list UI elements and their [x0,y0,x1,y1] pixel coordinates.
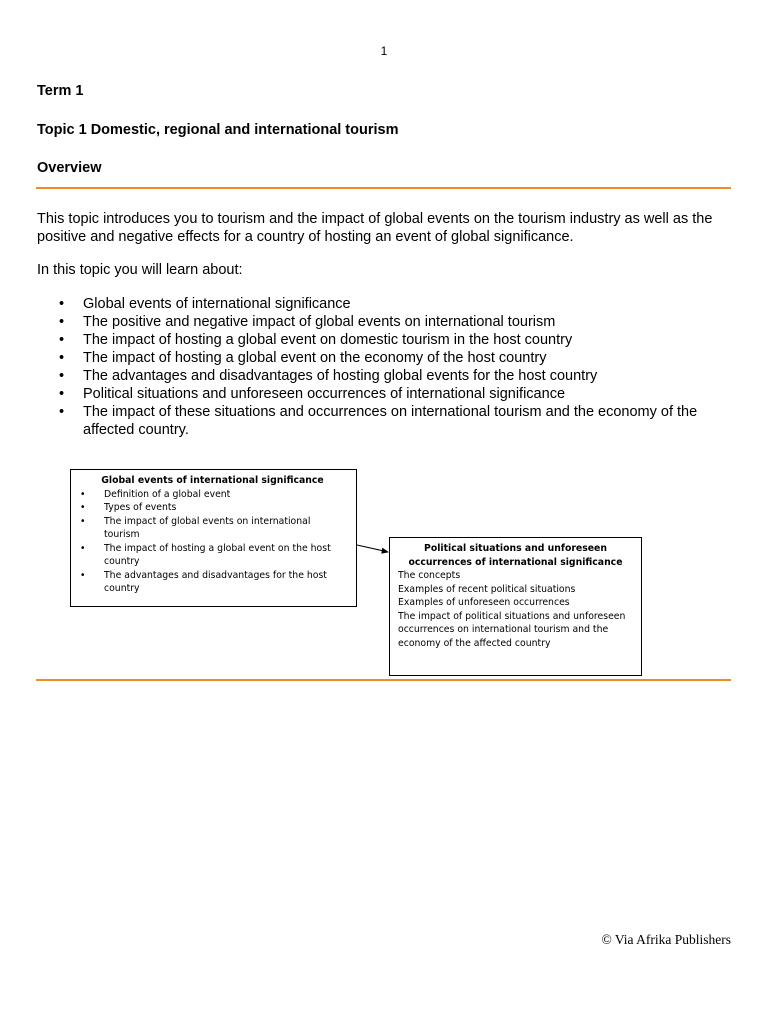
list-item-text: Definition of a global event [104,488,231,500]
bullet-icon: • [59,296,65,312]
bullet-icon: • [59,350,65,366]
list-item [77,569,348,596]
term-heading: Term 1 [37,83,84,99]
overview-heading: Overview [37,160,102,176]
list-item-text: The impact of hosting a global event on the economy of the host country [83,350,547,366]
list-item: Examples of unforeseen occurrences [398,597,570,608]
global-events-box-list [77,488,348,596]
political-situations-box-title: Political situations and unforeseen occurrences of international significance [408,543,623,568]
list-item-text: The impact of hosting a global event on the host country [104,542,331,567]
list-item [37,385,727,403]
list-item [37,313,727,331]
list-item [37,295,727,313]
list-item-text: The advantages and disadvantages for the host country [104,569,327,594]
political-situations-box-list [398,569,633,650]
list-item [77,501,348,515]
bullet-icon: • [80,502,86,513]
orange-divider-bottom [36,679,731,681]
bullet-icon: • [59,332,65,348]
list-item-text: Types of events [104,502,177,513]
global-events-box-title: Global events of international significance [101,475,324,486]
orange-divider-top [36,187,731,189]
bullet-icon: • [59,404,65,420]
list-item [37,367,727,385]
bullet-icon: • [80,515,86,527]
bullet-icon: • [80,569,86,581]
list-item-text: The impact of global events on international tourism [104,515,311,540]
list-item [77,542,348,569]
list-item-text: Global events of international significance [83,296,351,312]
bullet-icon: • [80,488,86,500]
list-item [37,331,727,349]
list-item [77,488,348,502]
list-item: Examples of recent political situations [398,583,576,595]
intro-paragraph: This topic introduces you to tourism and the impact of global events on the tourism industry as well as the positive and negative effects for a country of hosting an event of global significance. [37,211,713,245]
copyright-notice: © Via Afrika Publishers [601,932,731,947]
political-situations-box [389,537,642,676]
list-item: The concepts [398,570,461,581]
list-item [37,403,727,439]
bullet-icon: • [59,368,65,384]
bullet-icon: • [59,386,65,402]
topic-heading: Topic 1 Domestic, regional and international tourism [37,122,399,138]
global-events-box [70,469,357,607]
list-item-text: Political situations and unforeseen occurrences of international significance [83,386,566,402]
list-item-text: The impact of hosting a global event on domestic tourism in the host country [83,332,573,348]
list-item [77,515,348,542]
bullet-icon: • [80,542,86,554]
list-item: The impact of political situations and unforeseen occurrences on international tourism and the economy of the affected country [398,610,626,649]
learn-list [37,295,727,439]
list-item-text: The advantages and disadvantages of hosting global events for the host country [83,368,598,384]
arrow-icon [356,542,390,556]
list-item-text: The impact of these situations and occurrences on international tourism and the economy of the affected country. [83,404,698,438]
bullet-icon: • [59,314,65,330]
learn-intro: In this topic you will learn about: [37,262,243,278]
page-number: 1 [380,44,388,58]
list-item [37,349,727,367]
list-item-text: The positive and negative impact of global events on international tourism [83,314,556,330]
